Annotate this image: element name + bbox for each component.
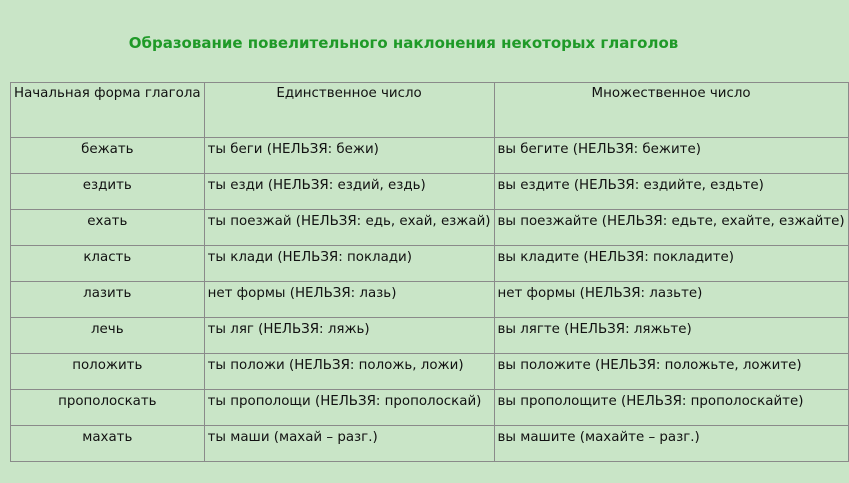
singular-cell: ты поезжай (НЕЛЬЗЯ: едь, ехай, езжай): [204, 210, 494, 246]
plural-cell: вы машите (махайте – разг.): [494, 426, 848, 462]
verb-cell: класть: [11, 246, 205, 282]
verb-cell: положить: [11, 354, 205, 390]
plural-cell: вы положите (НЕЛЬЗЯ: положьте, ложите): [494, 354, 848, 390]
table-row: [11, 138, 849, 174]
verb-cell: лазить: [11, 282, 205, 318]
verb-cell: ездить: [11, 174, 205, 210]
page-title: Образование повелительного наклонения некоторых глаголов: [128, 34, 679, 52]
singular-cell: ты положи (НЕЛЬЗЯ: положь, ложи): [204, 354, 494, 390]
table-row: [11, 390, 849, 426]
table-header-row: [11, 83, 849, 138]
table-row: [11, 246, 849, 282]
verb-cell: лечь: [11, 318, 205, 354]
imperative-table: [10, 82, 849, 462]
singular-cell: ты ляг (НЕЛЬЗЯ: ляжь): [204, 318, 494, 354]
plural-cell: вы ездите (НЕЛЬЗЯ: ездийте, ездьте): [494, 174, 848, 210]
plural-cell: вы лягте (НЕЛЬЗЯ: ляжьте): [494, 318, 848, 354]
header-plural: Множественное число: [494, 83, 848, 138]
verb-cell: бежать: [11, 138, 205, 174]
plural-cell: вы кладите (НЕЛЬЗЯ: покладите): [494, 246, 848, 282]
verb-cell: прополоскать: [11, 390, 205, 426]
table-row: [11, 210, 849, 246]
singular-cell: ты прополощи (НЕЛЬЗЯ: прополоскай): [204, 390, 494, 426]
table-row: [11, 426, 849, 462]
singular-cell: ты беги (НЕЛЬЗЯ: бежи): [204, 138, 494, 174]
plural-cell: нет формы (НЕЛЬЗЯ: лазьте): [494, 282, 848, 318]
table-row: [11, 174, 849, 210]
singular-cell: ты маши (махай – разг.): [204, 426, 494, 462]
singular-cell: ты езди (НЕЛЬЗЯ: ездий, ездь): [204, 174, 494, 210]
table-row: [11, 318, 849, 354]
plural-cell: вы прополощите (НЕЛЬЗЯ: прополоскайте): [494, 390, 848, 426]
plural-cell: вы бегите (НЕЛЬЗЯ: бежите): [494, 138, 848, 174]
table-row: [11, 282, 849, 318]
singular-cell: ты клади (НЕЛЬЗЯ: поклади): [204, 246, 494, 282]
verb-cell: ехать: [11, 210, 205, 246]
header-infinitive: Начальная форма глагола: [11, 83, 205, 138]
singular-cell: нет формы (НЕЛЬЗЯ: лазь): [204, 282, 494, 318]
plural-cell: вы поезжайте (НЕЛЬЗЯ: едьте, ехайте, езжайте): [494, 210, 848, 246]
header-singular: Единственное число: [204, 83, 494, 138]
verb-cell: махать: [11, 426, 205, 462]
table-row: [11, 354, 849, 390]
